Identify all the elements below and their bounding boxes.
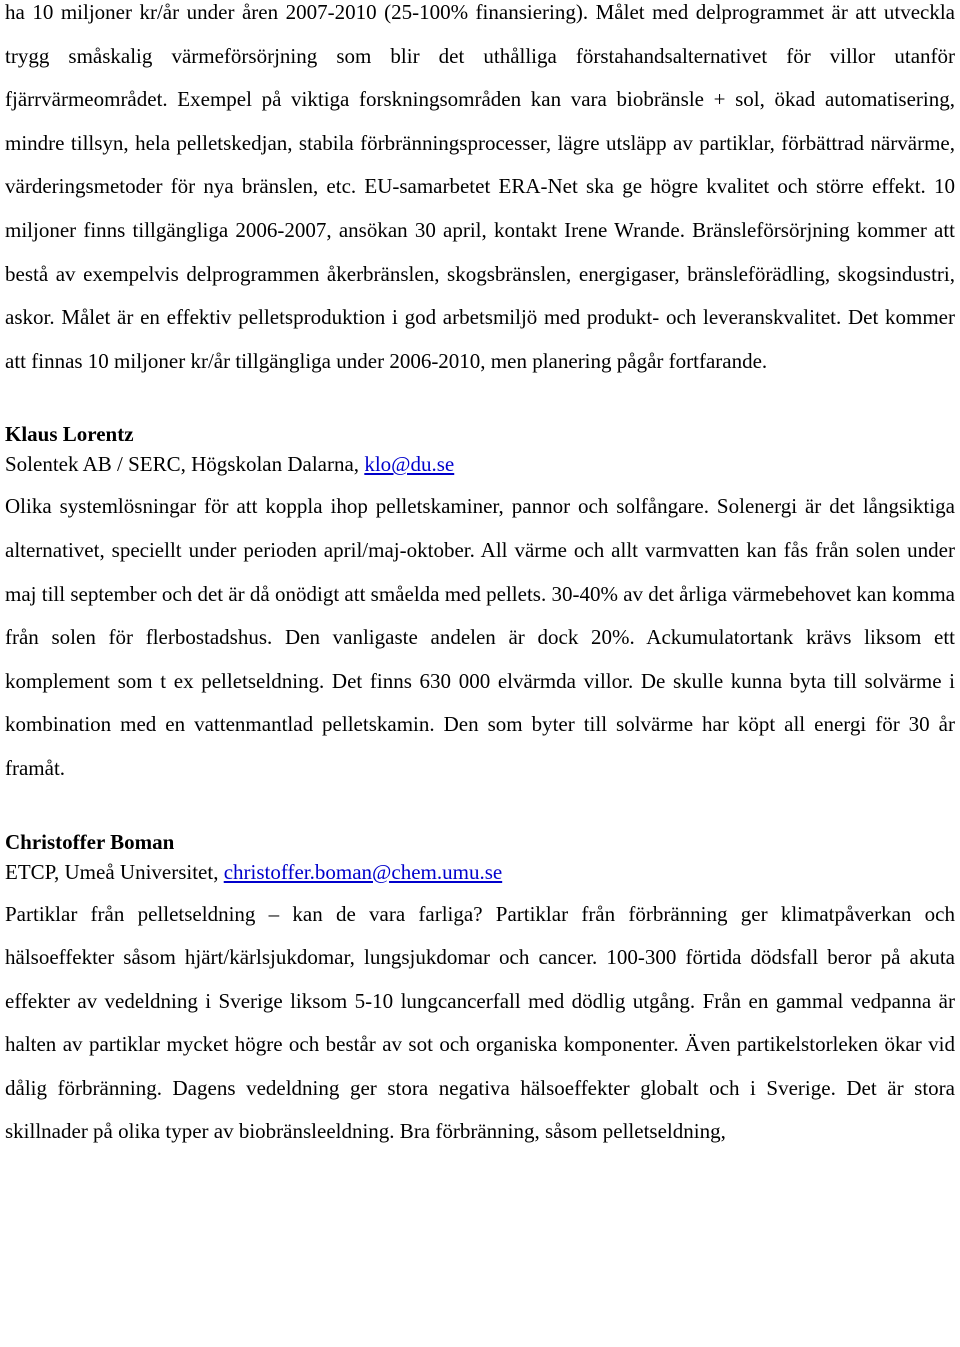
document-page: [5, 0, 955, 1154]
section-christoffer-boman: [5, 827, 955, 1155]
email-link[interactable]: christoffer.boman@chem.umu.se: [223, 859, 503, 884]
section-body: Partiklar från pelletseldning – kan de vara farliga? Partiklar från förbränning ger klimatpåverkan och hälsoeffekter såsom hjärt/kärlsjukdomar, lungsjukdomar och cancer. 100-300 förtida dödsfall beror på akuta effekter av vedeldning i Sverige liksom 5-10 lungcancerfall med dödlig utgång. Från en gammal vedpanna är halten av partiklar mycket högre och består av sot och organiska komponenter. Även partikelstorleken ökar vid dålig förbränning. Dagens vedeldning ger stora negativa hälsoeffekter globalt och i Sverige. Det är stora skillnader på olika typer av biobränsleeldning. Bra förbränning, såsom pelletseldning,: [5, 901, 955, 1144]
speaker-affiliation: [5, 857, 955, 887]
section-klaus-lorentz: [5, 419, 955, 790]
affiliation-text: Solentek AB / SERC, Högskolan Dalarna,: [5, 452, 365, 477]
speaker-name: Christoffer Boman: [5, 829, 175, 854]
section-body: Olika systemlösningar för att koppla ihop pelletskaminer, pannor och solfångare. Solenergi är det långsiktiga alternativet, speciellt under perioden april/maj-oktober. All värme och allt varmvatten kan fås från solen under maj till september och det är då onödigt att småelda med pellets. 30-40% av det årliga värmebehovet kan komma från solen för flerbostadshus. Den vanligaste andelen är dock 20%. Ackumulatortank krävs liksom ett komplement som t ex pelletseldning. Det finns 630 000 elvärmda villor. De skulle kunna byta till solvärme i kombination med en vattenmantlad pelletskamin. Den som byter till solvärme har köpt all energi för 30 år framåt.: [5, 494, 955, 780]
intro-paragraph: ha 10 miljoner kr/år under åren 2007-2010 (25-100% finansiering). Målet med delprogrammet är att utveckla trygg småskalig värmeförsörjning som blir det uthålliga förstahandsalternativet för villor utanför fjärrvärmeområdet. Exempel på viktiga forskningsområden kan vara biobränsle + sol, ökad automatisering, mindre tillsyn, hela pelletskedjan, stabila förbränningsprocesser, lägre utsläpp av partiklar, förbättrad närvärme, värderingsmetoder för nya bränslen, etc. EU-samarbetet ERA-Net ska ge högre kvalitet och större effekt. 10 miljoner finns tillgängliga 2006-2007, ansökan 30 april, kontakt Irene Wrande. Bränsleförsörjning kommer att bestå av exempelvis delprogrammen åkerbränslen, skogsbränslen, energigaser, bränsleförädling, skogsindustri, askor. Målet är en effektiv pelletsproduktion i god arbetsmiljö med produkt- och leveranskvalitet. Det kommer att finnas 10 miljoner kr/år tillgängliga under 2006-2010, men planering pågår fortfarande.: [5, 0, 955, 373]
email-link[interactable]: klo@du.se: [364, 452, 455, 477]
affiliation-text: ETCP, Umeå Universitet,: [5, 859, 224, 884]
speaker-name: Klaus Lorentz: [5, 422, 134, 447]
speaker-affiliation: [5, 449, 955, 479]
